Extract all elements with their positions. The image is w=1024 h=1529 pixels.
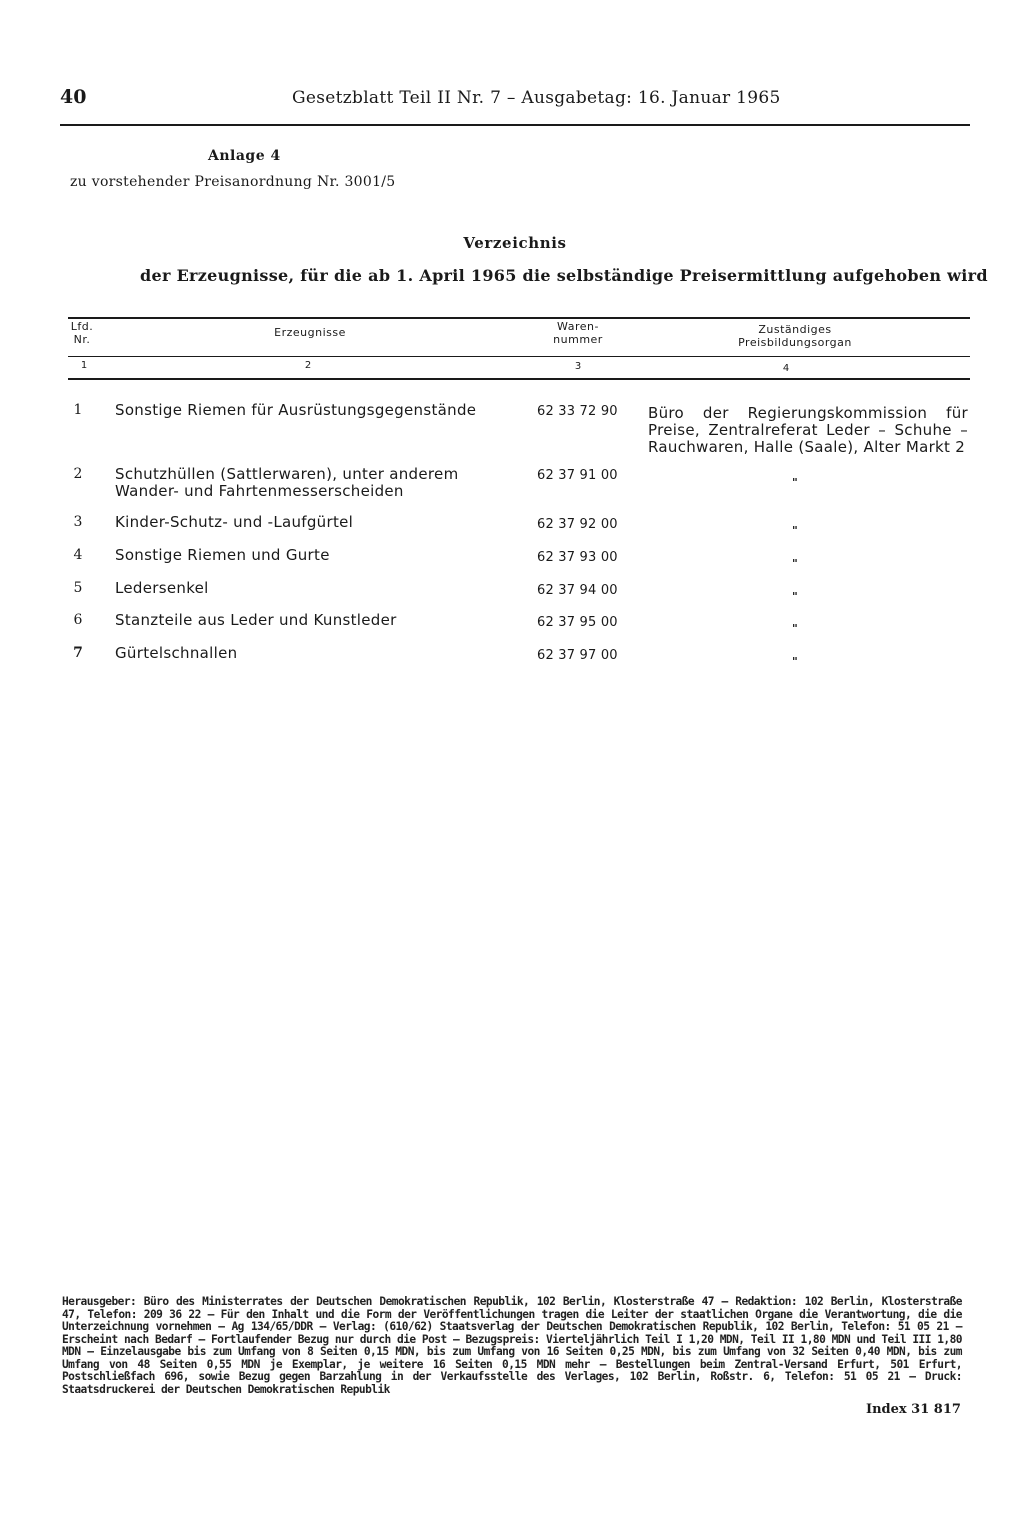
header-organ (700, 323, 890, 349)
header-lfd-line2: Nr. (73, 333, 91, 346)
row-5-product: Ledersenkel (115, 579, 209, 597)
row-1-warennummer: 62 33 72 90 (537, 404, 618, 419)
header-warennummer-line1: Waren- (557, 320, 599, 333)
row-6-nr: 6 (73, 612, 83, 628)
verzeichnis-subtitle: der Erzeugnisse, für die ab 1. April 1965 die selbständige Preisermittlung aufgehoben wird (140, 266, 988, 285)
header-lfd-nr (62, 320, 102, 346)
table-header-rule (68, 356, 970, 357)
row-6-warennummer: 62 37 95 00 (537, 615, 618, 630)
row-2-warennummer: 62 37 91 00 (537, 468, 618, 483)
row-7-nr: 7 (73, 645, 83, 661)
row-1-product: Sonstige Riemen für Ausrüstungsgegenstände (115, 401, 477, 419)
header-erzeugnisse: Erzeugnisse (274, 326, 346, 339)
table-column-number-rule (68, 378, 970, 380)
row-5-ditto-mark: " (792, 590, 798, 603)
row-2-product: Schutzhüllen (Sattlerwaren), unter anderem (115, 465, 459, 483)
running-header: Gesetzblatt Teil II Nr. 7 – Ausgabetag: 16. Januar 1965 (292, 88, 781, 108)
row-7-ditto-mark: " (792, 655, 798, 668)
header-warennummer (538, 320, 618, 346)
anlage-title: Anlage 4 (208, 148, 281, 164)
row-6-ditto-mark: " (792, 622, 798, 635)
row-4-ditto-mark: " (792, 557, 798, 570)
table-top-rule (68, 317, 970, 319)
header-lfd-line1: Lfd. (70, 320, 94, 333)
verzeichnis-title: Verzeichnis (463, 234, 567, 252)
row-4-nr: 4 (73, 547, 83, 563)
column-number-4: 4 (782, 363, 790, 374)
row-2-product-line2: Wander- und Fahrtenmesserscheiden (115, 482, 404, 500)
row-2-nr: 2 (73, 466, 83, 482)
column-number-1: 1 (80, 360, 88, 371)
row-4-warennummer: 62 37 93 00 (537, 550, 618, 565)
header-warennummer-line2: nummer (553, 333, 603, 346)
header-rule (60, 124, 970, 126)
page-number: 40 (60, 86, 87, 108)
row-5-warennummer: 62 37 94 00 (537, 583, 618, 598)
row-1-nr: 1 (73, 402, 83, 418)
row-7-warennummer: 62 37 97 00 (537, 648, 618, 663)
row-2-ditto-mark: " (792, 476, 798, 489)
row-3-nr: 3 (73, 514, 83, 530)
row-3-product: Kinder-Schutz- und -Laufgürtel (115, 513, 354, 531)
column-number-2: 2 (304, 360, 312, 371)
row-1-organ: Büro der Regierungskommission für Preise, Zentralreferat Leder – Schuhe – Rauchwaren, Halle (Saale), Alter Markt 2 (648, 404, 968, 456)
index-number: Index 31 817 (866, 1402, 961, 1417)
row-7-product: Gürtelschnallen (115, 644, 238, 662)
header-organ-line1: Zuständiges (758, 323, 832, 336)
anlage-subtitle: zu vorstehender Preisanordnung Nr. 3001/5 (70, 174, 396, 190)
header-organ-line2: Preisbildungsorgan (738, 336, 852, 349)
column-number-3: 3 (574, 361, 582, 372)
row-3-ditto-mark: " (792, 524, 798, 537)
row-3-warennummer: 62 37 92 00 (537, 517, 618, 532)
publisher-imprint: Herausgeber: Büro des Ministerrates der Deutschen Demokratischen Republik, 102 Berlin, Klosterstraße 47 – Redaktion: 102 Berlin, Klosterstraße 47, Telefon: 209 36 22 – Für den Inhalt und die Form der Veröffentlichungen tragen die Leiter der staatlichen Organe die Verantwortung, die die Unterzeichnung vornehmen – Ag 134/65/DDR – Verlag: (610/62) Staatsverlag der Deutschen Demokratischen Republik, 102 Berlin, Telefon: 51 05 21 – Erscheint nach Bedarf – Fortlaufender Bezug nur durch die Post – Bezugspreis: Vierteljährlich Teil I 1,20 MDN, Teil II 1,80 MDN und Teil III 1,80 MDN – Einzelausgabe bis zum Umfang von 8 Seiten 0,15 MDN, bis zum Umfang von 16 Seiten 0,25 MDN, bis zum Umfang von 32 Seiten 0,40 MDN, bis zum Umfang von 48 Seiten 0,55 MDN je Exemplar, je weitere 16 Seiten 0,15 MDN mehr – Bestellungen beim Zentral-Versand Erfurt, 501 Erfurt, Postschließfach 696, sowie Bezug gegen Barzahlung in der Verkaufsstelle des Verlages, 102 Berlin, Roßstr. 6, Telefon: 51 05 21 – Druck: Staatsdruckerei der Deutschen Demokratischen Republik (62, 1295, 962, 1396)
row-6-product: Stanzteile aus Leder und Kunstleder (115, 611, 397, 629)
row-5-nr: 5 (73, 580, 83, 596)
row-4-product: Sonstige Riemen und Gurte (115, 546, 330, 564)
